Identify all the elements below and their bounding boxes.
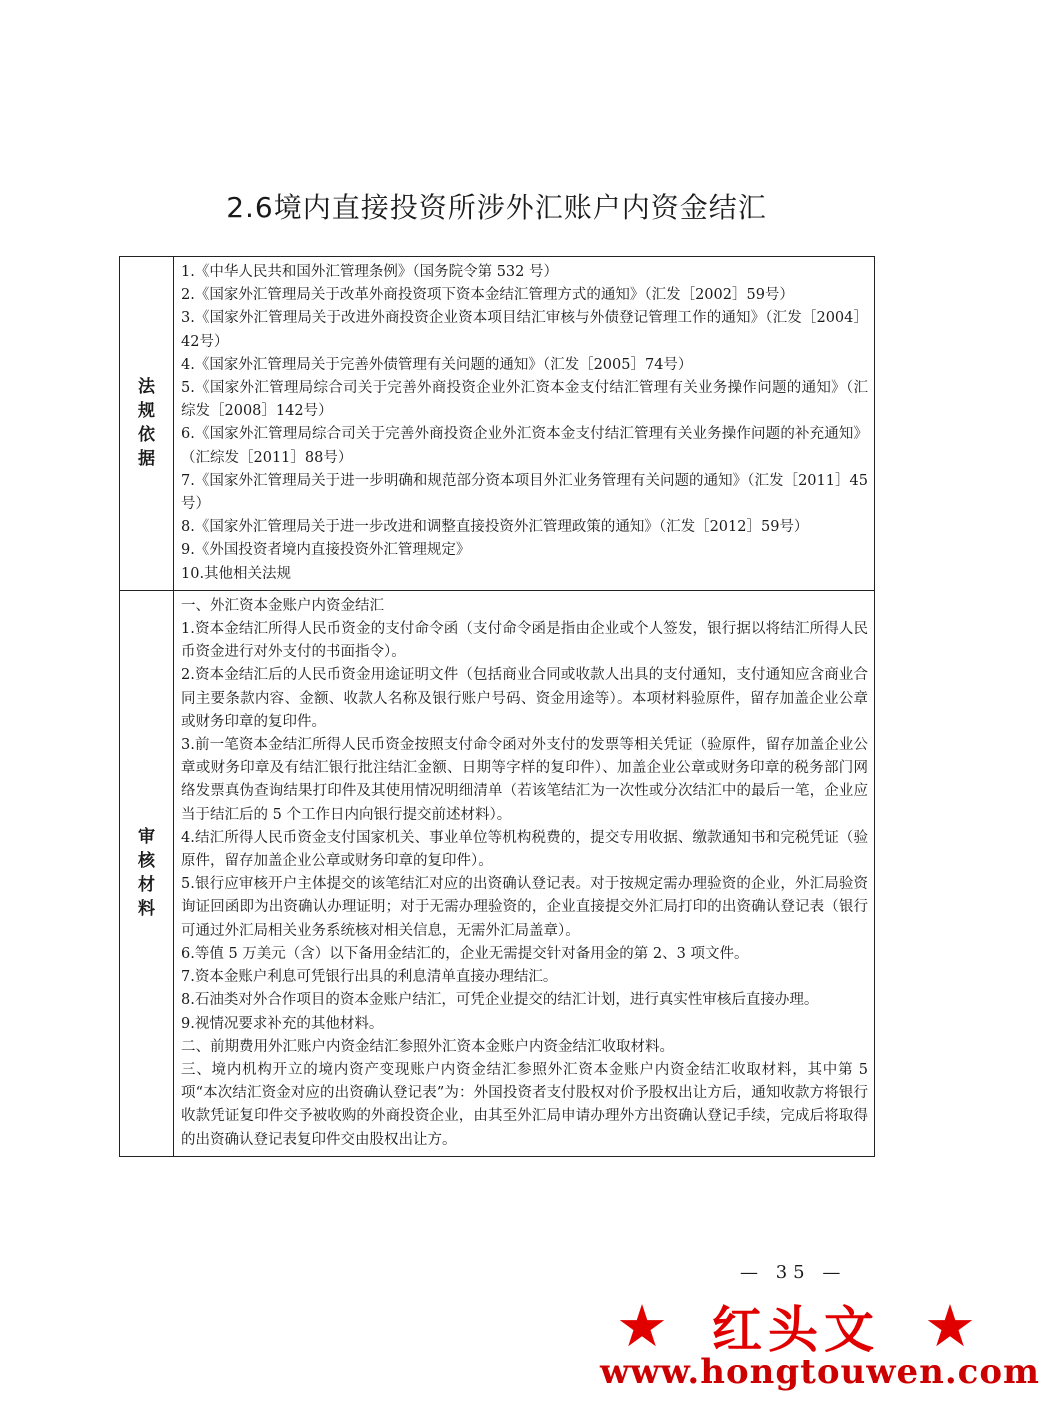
list-item: 9.《外国投资者境内直接投资外汇管理规定》 — [181, 542, 471, 559]
watermark-url[interactable]: www.hongtouwen.com — [600, 1352, 1040, 1392]
label-char: 依 — [138, 425, 155, 446]
label-char: 据 — [138, 449, 155, 470]
list-item: 10.其他相关法规 — [181, 565, 292, 582]
list-item: 三、境内机构开立的境内资产变现账户内资金结汇参照外汇资本金账户内资金结汇收取材料，其中第 5 项“本次结汇资金对应的出资确认登记表”为：外国投资者支付股权对价予股权出让方后，通知收款方将银行收款凭证复印件交予被收购的外商投资企业，由其至外汇局申请办理外方出资确认登记手续，完成后将取得的出资确认登记表复印件交由股权出让方。 — [181, 1061, 868, 1148]
page-title: 2.6境内直接投资所涉外汇账户内资金结汇 — [226, 191, 767, 224]
label-char: 法 — [138, 377, 155, 398]
label-char: 料 — [138, 899, 155, 920]
table-row — [120, 257, 875, 591]
table-row — [120, 590, 875, 1156]
legal-basis-list — [174, 257, 875, 591]
star-icon: ★ — [924, 1292, 976, 1360]
list-item: 8.石油类对外合作项目的资本金账户结汇，可凭企业提交的结汇计划，进行真实性审核后直接办理。 — [181, 992, 819, 1009]
list-item: 4.《国家外汇管理局关于完善外债管理有关问题的通知》（汇发［2005］74号） — [181, 356, 693, 373]
list-item: 4.结汇所得人民币资金支付国家机关、事业单位等机构税费的，提交专用收据、缴款通知书和完税凭证（验原件，留存加盖企业公章或财务印章的复印件）。 — [181, 829, 868, 870]
list-item: 5.《国家外汇管理局综合司关于完善外商投资企业外汇资本金支付结汇管理有关业务操作问题的通知》（汇综发［2008］142号） — [181, 380, 868, 420]
list-item: 7.资本金账户利息可凭银行出具的利息清单直接办理结汇。 — [181, 969, 558, 986]
list-item: 2.资本金结汇后的人民币资金用途证明文件（包括商业合同或收款人出具的支付通知，支付通知应含商业合同主要条款内容、金额、收款人名称及银行账户号码、资金用途等）。本项材料验原件，留存加盖企业公章或财务印章的复印件。 — [181, 667, 868, 730]
list-item: 1.资本金结汇所得人民币资金的支付命令函（支付命令函是指由企业或个人签发，银行据以将结汇所得人民币资金进行对外支付的书面指令）。 — [181, 621, 868, 661]
list-item: 3.《国家外汇管理局关于改进外商投资企业资本项目结汇审核与外债登记管理工作的通知》（汇发［2004］42号） — [181, 310, 868, 350]
list-item: 8.《国家外汇管理局关于进一步改进和调整直接投资外汇管理政策的通知》（汇发［2012］59号） — [181, 519, 809, 536]
list-item: 3.前一笔资本金结汇所得人民币资金按照支付命令函对外支付的发票等相关凭证（验原件，留存加盖企业公章或财务印章及有结汇银行批注结汇金额、日期等字样的复印件）、加盖企业公章或财务印章的税务部门网络发票真伪查询结果打印件及其使用情况明细清单（若该笔结汇为一次性或分次结汇中的最后一笔，企业应当于结汇后的 5 个工作日内向银行提交前述材料）。 — [181, 737, 868, 823]
section-label-review-materials — [120, 590, 174, 1156]
list-item: 6.《国家外汇管理局综合司关于完善外商投资企业外汇资本金支付结汇管理有关业务操作问题的补充通知》（汇综发［2011］88号） — [181, 426, 868, 466]
label-char: 审 — [138, 827, 155, 848]
list-item: 9.视情况要求补充的其他材料。 — [181, 1015, 384, 1032]
label-char: 材 — [138, 875, 155, 896]
section-label-legal-basis — [120, 257, 174, 591]
list-item: 6.等值 5 万美元（含）以下备用金结汇的，企业无需提交针对备用金的第 2、3 项文件。 — [181, 945, 749, 962]
list-item: 一、外汇资本金账户内资金结汇 — [181, 597, 384, 614]
list-item: 1.《中华人民共和国外汇管理条例》（国务院令第 532 号） — [181, 264, 558, 280]
page-number: — 35 — — [740, 1262, 847, 1283]
requirements-table — [119, 256, 875, 1157]
label-char: 规 — [138, 401, 155, 422]
list-item: 2.《国家外汇管理局关于改革外商投资项下资本金结汇管理方式的通知》（汇发［2002］59号） — [181, 287, 794, 304]
watermark-text: 红头文 — [712, 1300, 880, 1359]
list-item: 7.《国家外汇管理局关于进一步明确和规范部分资本项目外汇业务管理有关问题的通知》（汇发［2011］45号） — [181, 472, 868, 513]
watermark — [600, 1290, 1040, 1400]
list-item: 5.银行应审核开户主体提交的该笔结汇对应的出资确认登记表。对于按规定需办理验资的企业，外汇局验资询证回函即为出资确认办理证明；对于无需办理验资的，企业直接提交外汇局打印的出资确认登记表（银行可通过外汇局相关业务系统核对相关信息，无需外汇局盖章）。 — [181, 876, 868, 939]
star-icon: ★ — [616, 1292, 668, 1360]
label-char: 核 — [138, 851, 155, 872]
review-materials-list — [174, 590, 875, 1156]
list-item: 二、前期费用外汇账户内资金结汇参照外汇资本金账户内资金结汇收取材料。 — [181, 1038, 674, 1055]
